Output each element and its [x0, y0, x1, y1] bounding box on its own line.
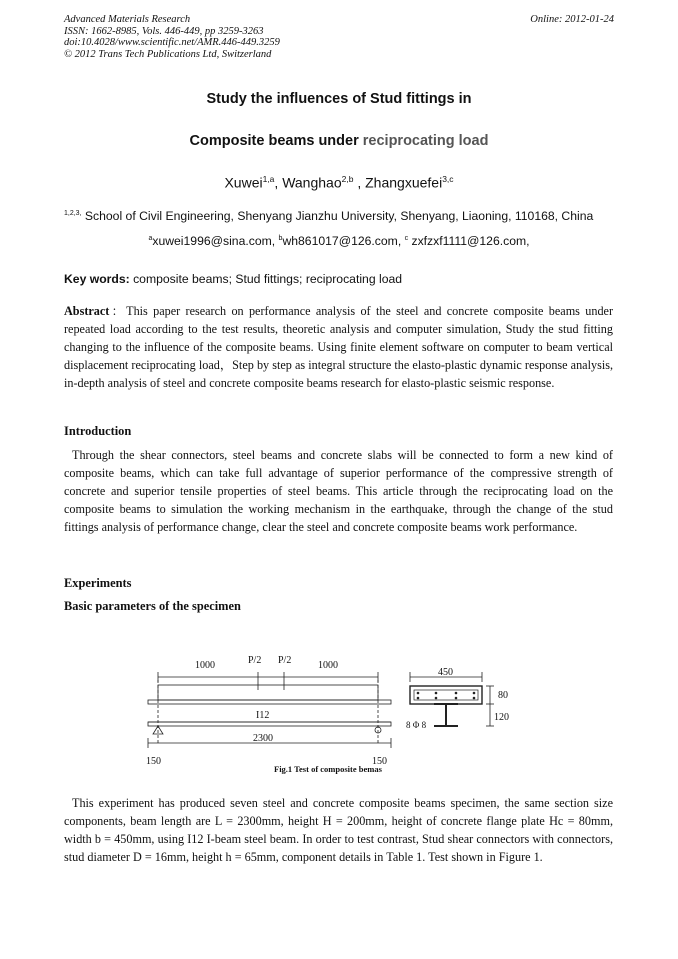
rebar-dot	[435, 697, 438, 700]
keywords-label: Key words:	[64, 272, 130, 286]
keywords-text: composite beams; Stud fittings; reciprocating load	[129, 272, 403, 286]
support-right-label: 150	[372, 756, 387, 767]
author-2-affil: 2,b	[341, 174, 354, 184]
email-b-sup: b	[278, 234, 283, 242]
doi-line: doi:10.4028/www.scientific.net/AMR.446-449.3259	[64, 37, 280, 48]
load-right-label: P/2	[278, 655, 292, 666]
span-label: 2300	[253, 733, 273, 744]
specimen-subheading: Basic parameters of the specimen	[64, 599, 241, 613]
concrete-slab	[158, 685, 378, 700]
figure-caption: Fig.1 Test of composite bemas	[274, 764, 382, 774]
section-width-label: 450	[438, 667, 453, 678]
support-left-label: 150	[146, 756, 161, 767]
author-1: Xuwei	[224, 174, 263, 191]
email-a-sup: a	[148, 234, 153, 242]
rebar-dot	[455, 692, 458, 695]
affiliation	[64, 209, 593, 223]
paper-title-line2	[0, 133, 678, 149]
experiments-paragraph: This experiment has produced seven steel and concrete composite beams specimen, the same section size components, beam length are L = 2300mm, height H = 200mm, height of concrete flange plate Hc = 80mm, width b = 450mm, using I12 I-beam steel beam. In order to test contrast, Stud shear connectors with connectors, stud diameter D = 16mm, height h = 65mm, component details in Table 1. Test shown in Figure 1.	[64, 796, 613, 864]
copyright-line: © 2012 Trans Tech Publications Ltd, Switzerland	[64, 48, 272, 60]
dim-left-label: 1000	[195, 660, 215, 671]
author-sep-1: ,	[274, 174, 283, 191]
figure-1-drawing	[140, 650, 540, 780]
slab-height-label: 80	[498, 690, 508, 701]
rebar-dot	[473, 692, 476, 695]
beam-section-label: I12	[256, 710, 270, 721]
introduction-heading: Introduction	[64, 424, 132, 438]
dim-right-label: 1000	[318, 660, 338, 671]
email-a: xuwei1996@sina.com,	[152, 234, 279, 248]
title-line2-part1: Composite beams under	[189, 133, 363, 149]
online-date: Online: 2012-01-24	[530, 14, 614, 25]
email-list	[0, 234, 678, 248]
keywords	[64, 272, 402, 286]
journal-header	[64, 14, 280, 60]
abstract-colon: ：	[109, 304, 127, 318]
steel-bottom-flange	[148, 722, 391, 726]
email-b: wh861017@126.com,	[282, 234, 405, 248]
rebar-label: 8 Φ 8	[406, 720, 427, 730]
email-c: zxfzxf1111@126.com,	[408, 234, 530, 248]
figure-1	[140, 650, 540, 780]
rebar-dot	[417, 692, 420, 695]
email-c-sup: c	[404, 234, 409, 242]
abstract-label: Abstract	[64, 304, 110, 318]
affiliation-text: School of Civil Engineering, Shenyang Jianzhu University, Shenyang, Liaoning, 110168, China	[81, 209, 594, 223]
abstract-paragraph	[64, 302, 613, 392]
rebar-dot	[455, 697, 458, 700]
author-list	[0, 174, 678, 191]
steel-height-label: 120	[494, 712, 509, 723]
load-left-label: P/2	[248, 655, 262, 666]
author-3-affil: 3,c	[442, 174, 454, 184]
title-line2-part2: reciprocating load	[362, 133, 489, 149]
rebar-dot	[473, 697, 476, 700]
steel-top-flange	[148, 700, 391, 704]
issn-line: ISSN: 1662-8985, Vols. 446-449, pp 3259-3263	[64, 25, 264, 37]
author-3: Zhangxuefei	[365, 174, 443, 191]
author-1-affil: 1,a	[262, 174, 275, 184]
author-sep-2: ,	[353, 174, 366, 191]
abstract-text: This paper research on performance analysis of the steel and concrete composite beams under repeated load according to the test results, theoretic analysis and computer simulation, Study the stud fitting changing to the influence of the composite beams. Using finite element software on computer to beam vertical displacement reciprocating load，Step by step as integral structure the elasto-plastic dynamic response analysis, in-depth analysis of steel and concrete composite beams research for elasto-plastic seismic response.	[64, 304, 614, 390]
rebar-dot	[417, 697, 420, 700]
experiments-heading: Experiments	[64, 576, 132, 590]
rebar-dot	[435, 692, 438, 695]
paper-title-line1: Study the influences of Stud fittings in	[206, 91, 472, 107]
section-rebar-outline	[414, 690, 478, 700]
section-slab	[410, 686, 482, 704]
introduction-paragraph: Through the shear connectors, steel beams and concrete slabs will be connected to form a new kind of composite beams, which can take full advantage of superior performance of the compressive strength of concrete and superior tensile properties of steel beams. This article through the reciprocating load on the composite beams to simulation the working mechanism in the earthquake, through the change of the stud fittings analysis of performance change, clear the steel and concrete composite beams work performance.	[64, 448, 613, 534]
journal-name: Advanced Materials Research	[64, 14, 191, 25]
author-2: Wanghao	[282, 174, 342, 191]
affiliation-sup: 1,2,3,	[64, 209, 82, 217]
